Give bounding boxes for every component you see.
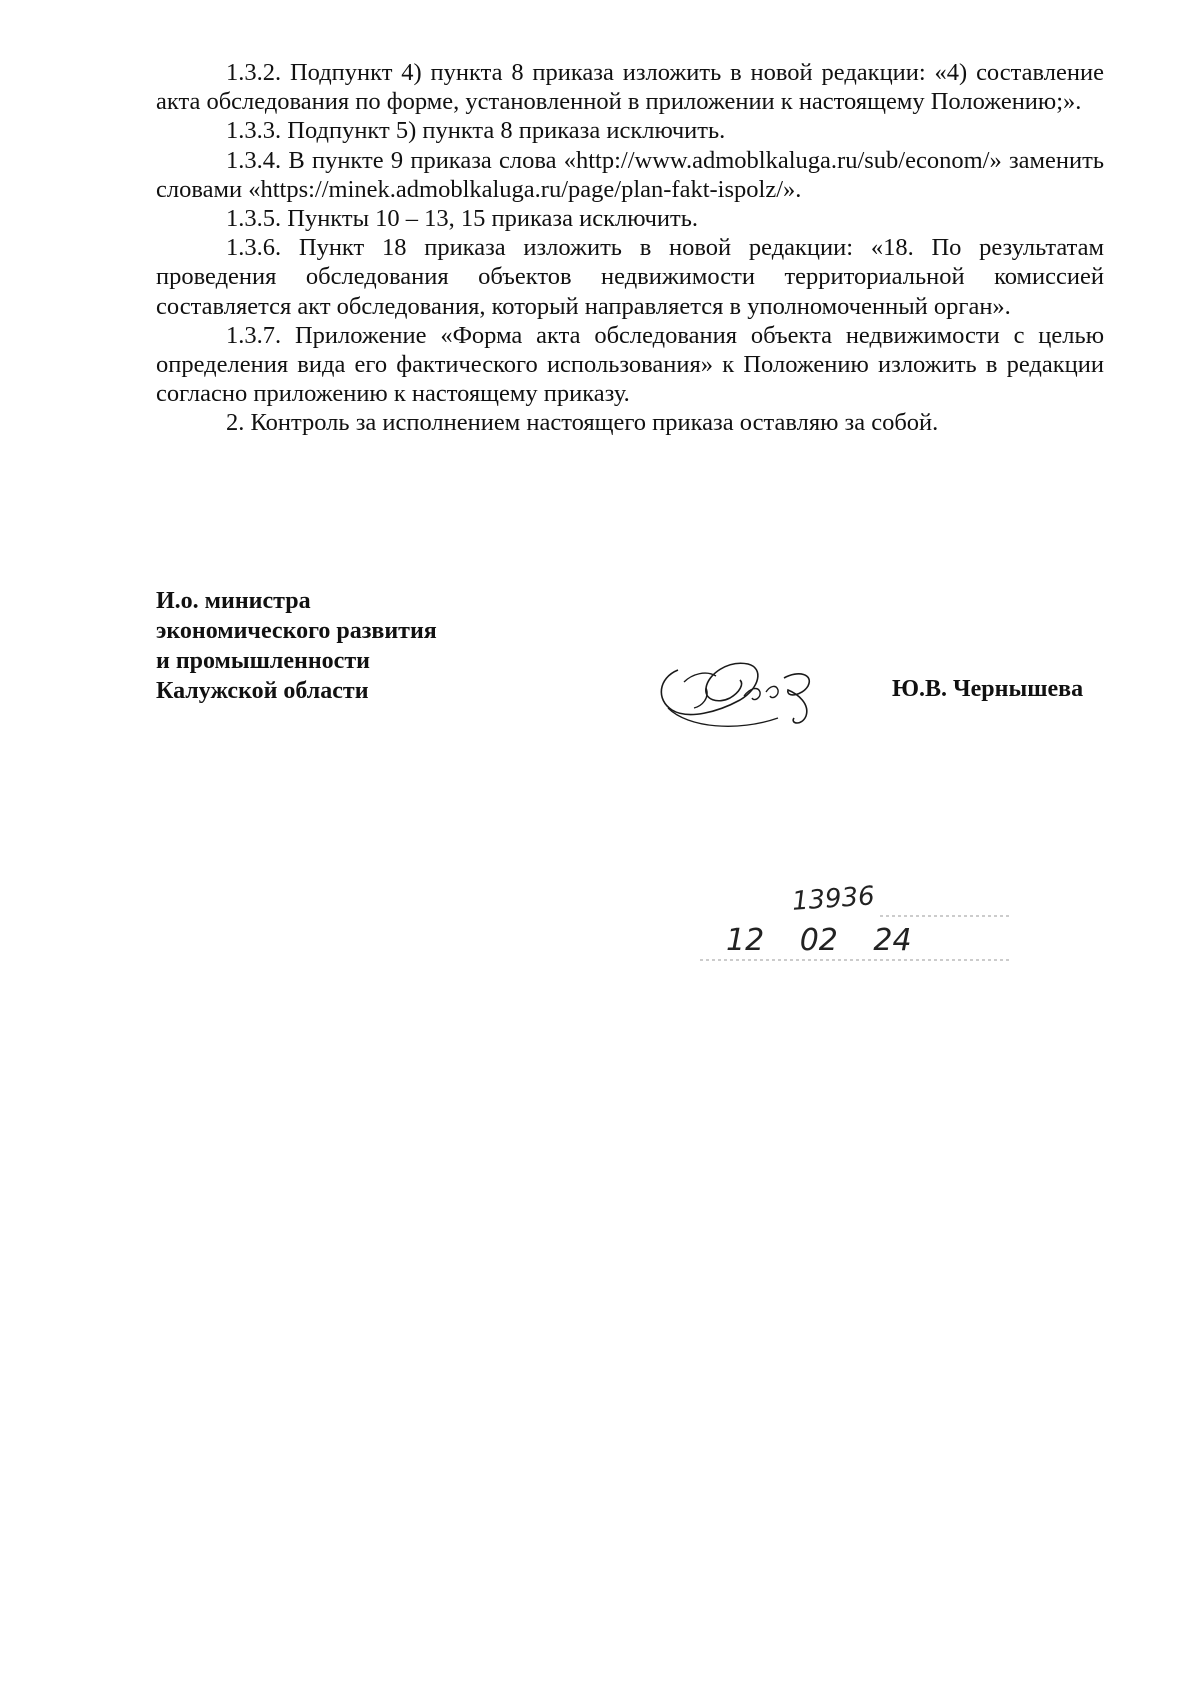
paragraph-1-3-2: 1.3.2. Подпункт 4) пункта 8 приказа изложить в новой редакции: «4) составление акта обследования по форме, установленной в приложении к настоящему Положению;». (156, 59, 1104, 116)
signatory-title-line: и промышленности (156, 648, 370, 674)
handwritten-registration-note (700, 870, 1020, 970)
paragraph-1-3-6: 1.3.6. Пункт 18 приказа изложить в новой редакции: «18. По результатам проведения обследования объектов недвижимости территориальной комиссией составляется акт обследования, который направляется в уполномоченный орган». (156, 234, 1104, 320)
signatory-title-line: И.о. министра (156, 588, 311, 614)
document-body (156, 58, 1104, 438)
handwritten-number: 13936 (791, 881, 876, 917)
paragraph-1-3-4: 1.3.4. В пункте 9 приказа слова «http://www.admoblkaluga.ru/sub/econom/» заменить словами «https://minek.admoblkaluga.ru/page/plan-fakt-ispolz/». (156, 146, 1104, 203)
paragraph-1-3-3: 1.3.3. Подпункт 5) пункта 8 приказа исключить. (226, 117, 726, 145)
paragraph-1-3-5: 1.3.5. Пункты 10 – 13, 15 приказа исключить. (226, 205, 699, 233)
signatory-title (156, 586, 516, 706)
paragraph-2: 2. Контроль за исполнением настоящего приказа оставляю за собой. (226, 409, 939, 437)
signatory-name: Ю.В. Чернышева (892, 676, 1084, 702)
signatory-title-line: экономического развития (156, 618, 437, 644)
handwritten-signature (648, 648, 848, 734)
handwritten-date: 12 02 24 (726, 923, 912, 958)
paragraph-1-3-7: 1.3.7. Приложение «Форма акта обследования объекта недвижимости с целью определения вида его фактического использования» к Положению изложить в редакции согласно приложению к настоящему приказу. (156, 321, 1104, 408)
signatory-title-line: Калужской области (156, 678, 369, 704)
